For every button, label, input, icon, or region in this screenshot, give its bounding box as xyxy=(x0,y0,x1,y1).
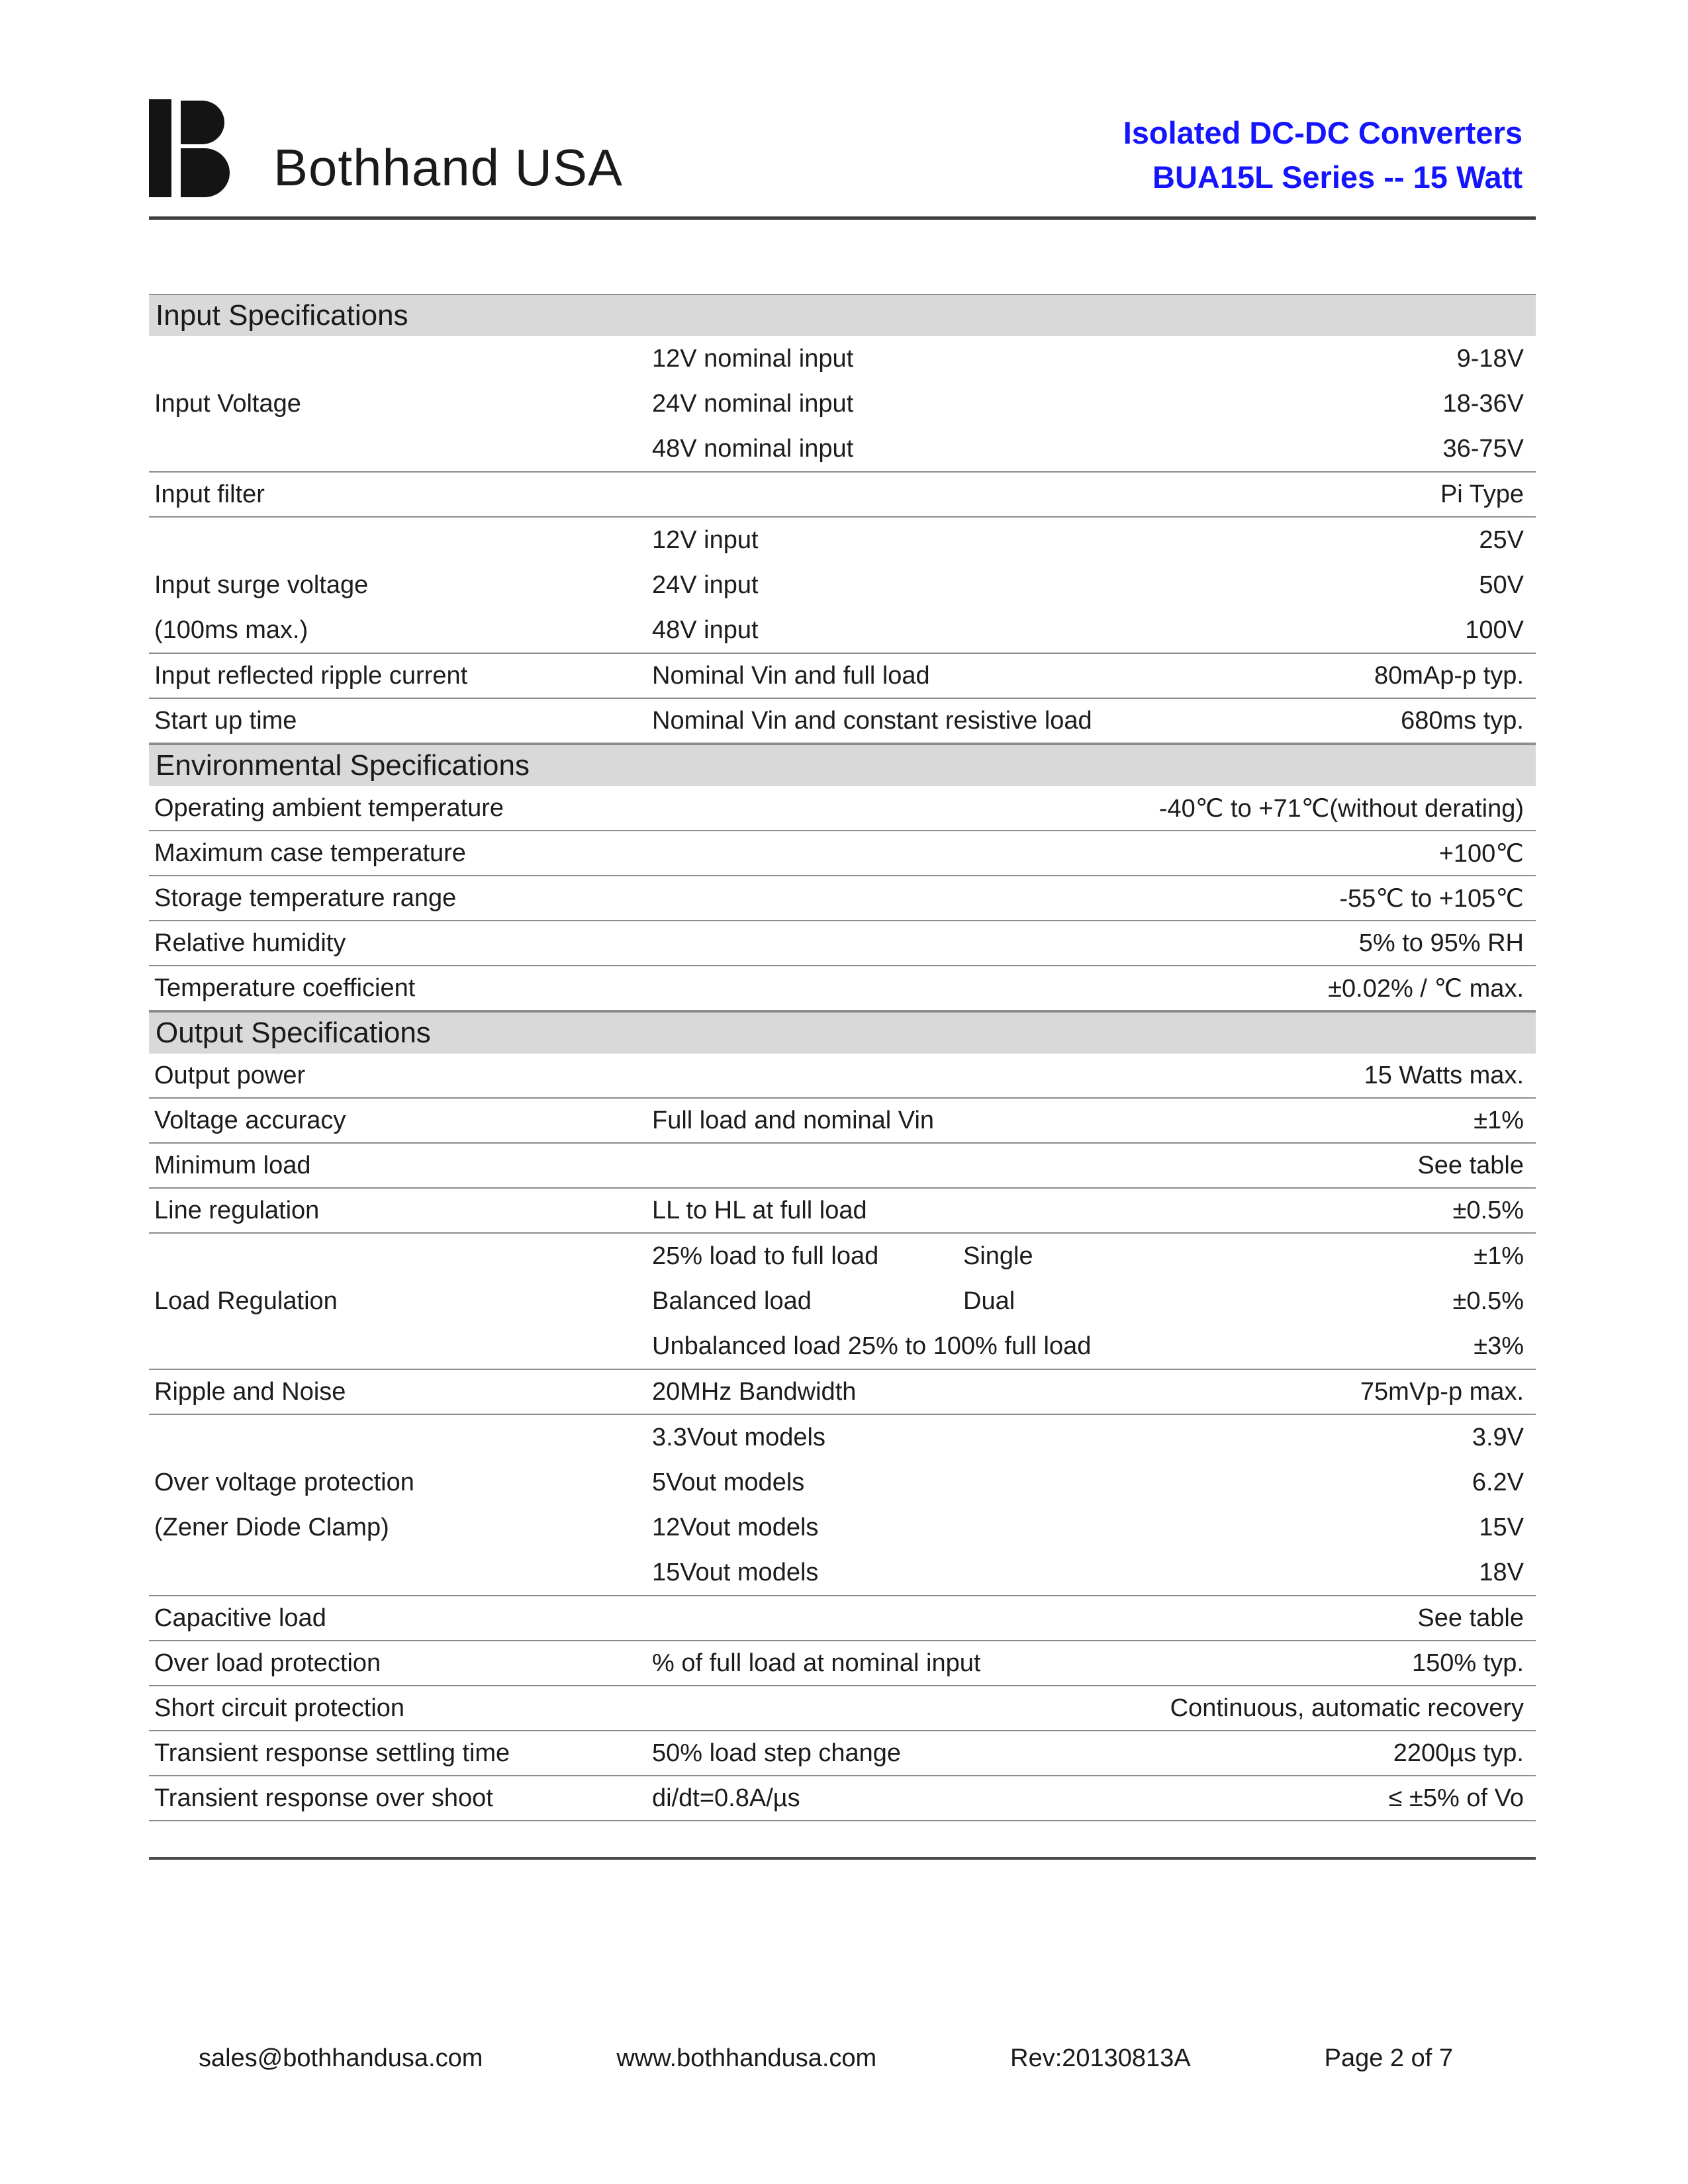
table-bottom-divider xyxy=(149,1857,1536,1860)
footer-email: sales@bothhandusa.com xyxy=(199,2044,483,2072)
spec-value: See table xyxy=(1417,1604,1524,1632)
spec-row-transient-settling-time xyxy=(149,1731,1536,1776)
spec-value: 15 Watts max. xyxy=(1364,1061,1524,1089)
spec-row-short-circuit-protection xyxy=(149,1686,1536,1731)
spec-condition: 12V input xyxy=(652,525,759,554)
footer-website: www.bothhandusa.com xyxy=(616,2044,877,2072)
spec-value: -55℃ to +105℃ xyxy=(1339,884,1524,913)
spec-label: Over load protection xyxy=(154,1649,381,1677)
spec-label: Operating ambient temperature xyxy=(154,794,504,822)
spec-label xyxy=(149,1234,652,1369)
spec-condition: 5Vout models xyxy=(652,1468,805,1496)
spec-value: 2200µs typ. xyxy=(1393,1739,1524,1767)
spec-value: 15V xyxy=(1479,1513,1524,1541)
spec-label: Line regulation xyxy=(154,1196,320,1224)
spec-value: 9-18V xyxy=(1456,344,1524,373)
spec-value: 5% to 95% RH xyxy=(1358,929,1524,957)
spec-label: Output power xyxy=(154,1061,306,1089)
spec-row-storage-temp-range xyxy=(149,876,1536,921)
spec-label: Capacitive load xyxy=(154,1604,326,1632)
spec-value: Pi Type xyxy=(1440,480,1524,508)
spec-subrow xyxy=(652,1324,1536,1369)
spec-subrow xyxy=(652,336,1536,381)
spec-value: 18V xyxy=(1479,1558,1524,1586)
spec-condition: Full load and nominal Vin xyxy=(652,1106,935,1134)
spec-label-text: Over voltage protection xyxy=(154,1469,414,1497)
spec-label-text: (100ms max.) xyxy=(154,616,308,645)
spec-table xyxy=(149,294,1536,1821)
spec-label-text: Input surge voltage xyxy=(154,571,369,600)
product-titles xyxy=(1123,111,1523,199)
spec-condition: Nominal Vin and constant resistive load xyxy=(652,706,1092,735)
spec-subrow xyxy=(652,426,1536,471)
spec-label: Temperature coefficient xyxy=(154,974,416,1002)
spec-value: 25V xyxy=(1479,525,1524,554)
spec-mode: Dual xyxy=(963,1287,1015,1315)
spec-value: 75mVp-p max. xyxy=(1360,1377,1524,1406)
spec-subrow xyxy=(652,1415,1536,1460)
spec-row-over-voltage-protection xyxy=(149,1415,1536,1596)
spec-label: Relative humidity xyxy=(154,929,346,957)
spec-subrow xyxy=(652,1234,1536,1279)
spec-value: 50V xyxy=(1479,570,1524,599)
spec-label: Transient response settling time xyxy=(154,1739,510,1767)
spec-subrow xyxy=(652,518,1536,563)
spec-condition: 12V nominal input xyxy=(652,344,854,373)
spec-condition: 48V nominal input xyxy=(652,434,854,463)
spec-label-text: Input Voltage xyxy=(154,390,301,418)
spec-value: ±0.02% / ℃ max. xyxy=(1328,974,1524,1003)
spec-row-capacitive-load xyxy=(149,1596,1536,1641)
spec-value: 150% typ. xyxy=(1412,1649,1524,1677)
section-title: Environmental Specifications xyxy=(149,744,1536,786)
spec-label xyxy=(149,1415,652,1595)
page-footer xyxy=(199,2044,1453,2073)
spec-condition: 20MHz Bandwidth xyxy=(652,1377,857,1406)
spec-value: ±0.5% xyxy=(1452,1287,1524,1315)
spec-subrows xyxy=(652,336,1536,471)
spec-label xyxy=(149,518,652,653)
spec-condition: LL to HL at full load xyxy=(652,1196,867,1224)
spec-value: 36-75V xyxy=(1442,434,1524,463)
spec-label: Input reflected ripple current xyxy=(154,661,468,690)
page-header xyxy=(149,99,1523,199)
spec-row-input-voltage xyxy=(149,336,1536,473)
spec-condition: 48V input xyxy=(652,615,759,644)
spec-value: See table xyxy=(1417,1151,1524,1179)
spec-row-input-filter xyxy=(149,473,1536,518)
spec-subrow xyxy=(652,1550,1536,1595)
spec-label: Start up time xyxy=(154,706,297,735)
spec-row-temperature-coefficient xyxy=(149,966,1536,1011)
spec-row-ripple-and-noise xyxy=(149,1370,1536,1415)
spec-value: Continuous, automatic recovery xyxy=(1170,1694,1524,1722)
spec-value: 680ms typ. xyxy=(1401,706,1524,735)
spec-value: ±1% xyxy=(1474,1242,1524,1270)
spec-row-voltage-accuracy xyxy=(149,1099,1536,1144)
spec-value: ±3% xyxy=(1474,1332,1524,1360)
footer-page-number: Page 2 of 7 xyxy=(1324,2044,1453,2072)
spec-label: Short circuit protection xyxy=(154,1694,405,1722)
spec-label: Voltage accuracy xyxy=(154,1106,346,1134)
spec-row-load-regulation xyxy=(149,1234,1536,1370)
brand xyxy=(149,99,623,197)
footer-revision: Rev:20130813A xyxy=(1010,2044,1191,2072)
spec-value: ±1% xyxy=(1474,1106,1524,1134)
spec-value: 3.9V xyxy=(1472,1423,1524,1451)
spec-condition: 25% load to full load xyxy=(652,1242,879,1270)
spec-condition: 24V nominal input xyxy=(652,389,854,418)
spec-condition: 15Vout models xyxy=(652,1558,819,1586)
spec-row-output-power xyxy=(149,1054,1536,1099)
spec-row-transient-over-shoot xyxy=(149,1776,1536,1821)
section-title: Input Specifications xyxy=(149,294,1536,336)
spec-label: Minimum load xyxy=(154,1151,311,1179)
spec-condition: Unbalanced load 25% to 100% full load xyxy=(652,1332,1092,1360)
spec-subrow xyxy=(652,1505,1536,1550)
spec-value: +100℃ xyxy=(1438,839,1524,868)
header-divider xyxy=(149,216,1536,220)
section-output-specifications xyxy=(149,1011,1536,1821)
spec-row-start-up-time xyxy=(149,699,1536,744)
spec-subrow xyxy=(652,563,1536,608)
spec-row-operating-ambient-temp xyxy=(149,786,1536,831)
spec-label: Input filter xyxy=(154,480,265,508)
spec-row-max-case-temp xyxy=(149,831,1536,876)
spec-condition: Balanced load xyxy=(652,1287,812,1315)
spec-mode: Single xyxy=(963,1242,1033,1270)
spec-label: Transient response over shoot xyxy=(154,1784,493,1812)
spec-value: 18-36V xyxy=(1442,389,1524,418)
bothhand-logo-icon xyxy=(149,99,260,197)
spec-value: 6.2V xyxy=(1472,1468,1524,1496)
spec-row-relative-humidity xyxy=(149,921,1536,966)
spec-subrow xyxy=(652,381,1536,426)
spec-row-input-reflected-ripple xyxy=(149,654,1536,699)
spec-condition: 3.3Vout models xyxy=(652,1423,825,1451)
spec-condition: 24V input xyxy=(652,570,759,599)
section-title: Output Specifications xyxy=(149,1011,1536,1054)
spec-label: Ripple and Noise xyxy=(154,1377,346,1406)
brand-name: Bothhand USA xyxy=(273,138,624,197)
spec-condition: di/dt=0.8A/µs xyxy=(652,1784,800,1812)
spec-label: Maximum case temperature xyxy=(154,839,466,867)
spec-subrows xyxy=(652,1415,1536,1595)
section-environmental-specifications xyxy=(149,744,1536,1011)
spec-row-input-surge-voltage xyxy=(149,518,1536,654)
spec-condition: Nominal Vin and full load xyxy=(652,661,930,690)
spec-label xyxy=(149,336,652,471)
spec-subrow xyxy=(652,608,1536,653)
spec-value: ≤ ±5% of Vo xyxy=(1388,1784,1524,1812)
spec-row-line-regulation xyxy=(149,1189,1536,1234)
spec-label: Storage temperature range xyxy=(154,884,457,912)
spec-subrows xyxy=(652,518,1536,653)
spec-value: 100V xyxy=(1465,615,1524,644)
spec-subrow xyxy=(652,1460,1536,1505)
spec-value: 80mAp-p typ. xyxy=(1374,661,1524,690)
section-input-specifications xyxy=(149,294,1536,744)
spec-value: ±0.5% xyxy=(1452,1196,1524,1224)
product-series: BUA15L Series -- 15 Watt xyxy=(1152,159,1523,195)
spec-label-text: Load Regulation xyxy=(154,1287,338,1316)
spec-condition: % of full load at nominal input xyxy=(652,1649,981,1677)
spec-subrows xyxy=(652,1234,1536,1369)
spec-row-minimum-load xyxy=(149,1144,1536,1189)
product-category: Isolated DC-DC Converters xyxy=(1123,115,1523,150)
spec-label-text: (Zener Diode Clamp) xyxy=(154,1514,389,1542)
spec-subrow xyxy=(652,1279,1536,1324)
spec-row-over-load-protection xyxy=(149,1641,1536,1686)
spec-condition: 50% load step change xyxy=(652,1739,902,1767)
spec-value: -40℃ to +71℃(without derating) xyxy=(1158,794,1524,823)
spec-condition: 12Vout models xyxy=(652,1513,819,1541)
